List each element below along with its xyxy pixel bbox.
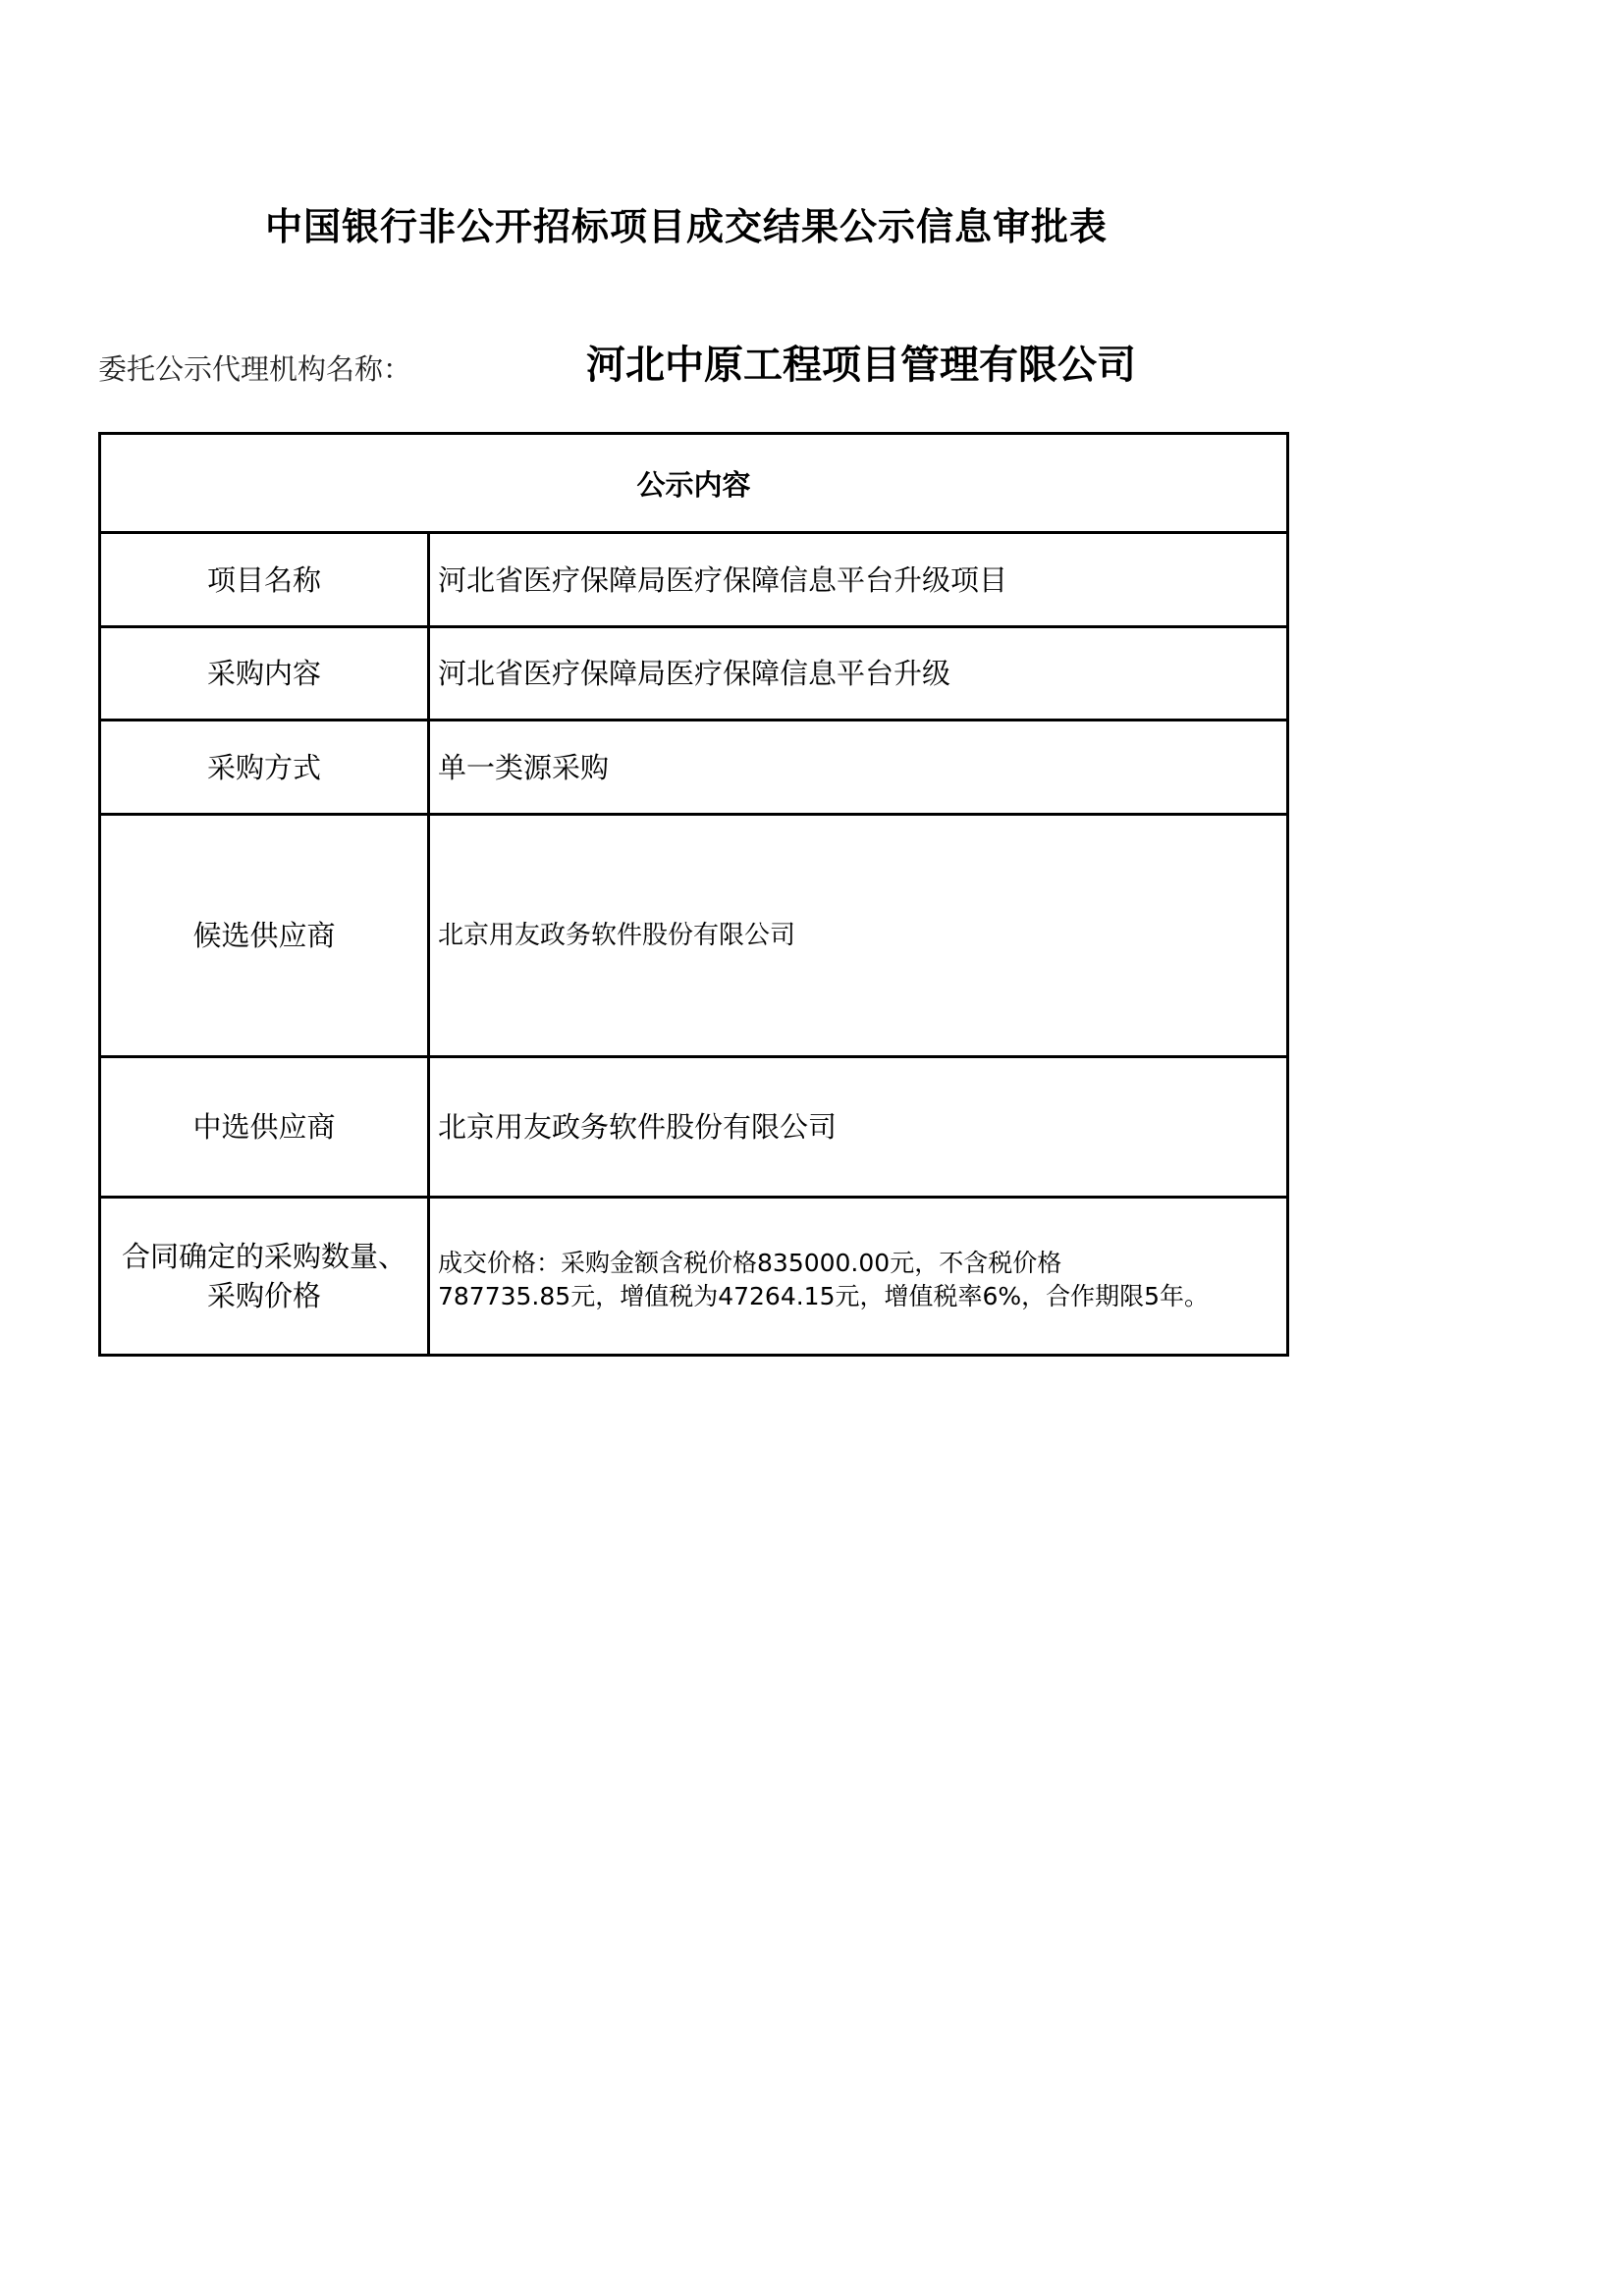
row-label-contract-price [100, 1198, 429, 1356]
row-label-contract-price-line2: 采购价格 [206, 1279, 321, 1312]
row-value-procurement-method: 单一类源采购 [429, 721, 1288, 815]
row-value-selected-supplier: 北京用友政务软件股份有限公司 [429, 1057, 1288, 1198]
table-row-contract-price [100, 1198, 1288, 1356]
row-label-procurement-method: 采购方式 [100, 721, 429, 815]
row-label-selected-supplier: 中选供应商 [100, 1057, 429, 1198]
agency-name: 河北中原工程项目管理有限公司 [586, 343, 1136, 388]
row-value-procurement-content: 河北省医疗保障局医疗保障信息平台升级 [429, 627, 1288, 721]
table-row-procurement-method [100, 721, 1288, 815]
agency-row [98, 334, 1286, 393]
row-value-contract-price-line2: 787735.85元，增值税为47264.15元，增值税率6%，合作期限5年。 [438, 1282, 1210, 1310]
row-label-project-name: 项目名称 [100, 533, 429, 627]
row-label-contract-price-line1: 合同确定的采购数量、 [121, 1240, 406, 1273]
row-label-procurement-content: 采购内容 [100, 627, 429, 721]
table-row-project-name [100, 533, 1288, 627]
table-row-selected-supplier [100, 1057, 1288, 1198]
row-value-project-name: 河北省医疗保障局医疗保障信息平台升级项目 [429, 533, 1288, 627]
table-header-row [100, 434, 1288, 533]
agency-label: 委托公示代理机构名称： [98, 352, 412, 386]
row-value-contract-price [429, 1198, 1288, 1356]
table-row-candidate-supplier [100, 815, 1288, 1057]
table-row-procurement-content [100, 627, 1288, 721]
disclosure-table [98, 432, 1289, 1357]
document-title: 中国银行非公开招标项目成交结果公示信息审批表 [265, 205, 1109, 248]
row-value-contract-price-line1: 成交价格：采购金额含税价格835000.00元，不含税价格 [438, 1249, 1062, 1277]
table-header: 公示内容 [100, 434, 1288, 533]
row-label-candidate-supplier: 候选供应商 [100, 815, 429, 1057]
row-value-candidate-supplier: 北京用友政务软件股份有限公司 [429, 815, 1288, 1057]
